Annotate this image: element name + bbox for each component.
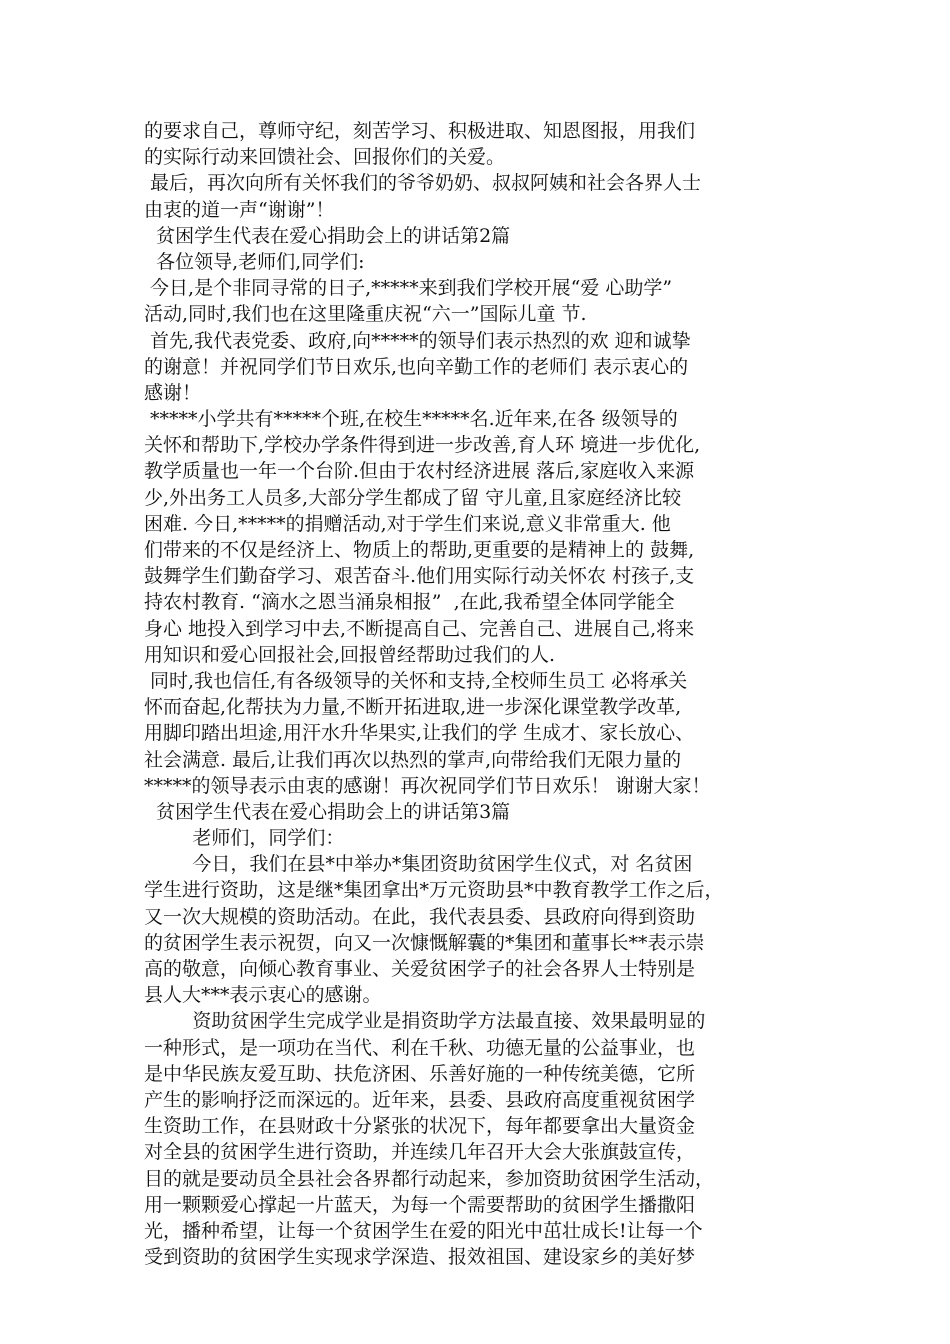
text-line: 关怀和帮助下,学校办学条件得到进一步改善,育人环 境进一步优化, [144, 434, 701, 457]
text-line: 教学质量也一年一个台阶.但由于农村经济进展 落后,家庭收入来源 [144, 460, 695, 483]
text-line: 困难. 今日,*****的捐赠活动,对于学生们来说,意义非常重大. 他 [144, 512, 671, 535]
text-line: 生资助工作，在县财政十分紧张的状况下，每年都要拿出大量资金 [144, 1115, 696, 1138]
text-line: 怀而奋起,化帮扶为力量,不断开拓进取,进一步深化课堂教学改革, [144, 696, 682, 719]
text-line: 对全县的贫困学生进行资助，并连续几年召开大会大张旗鼓宣传， [144, 1141, 696, 1164]
salutation: 各位领导,老师们,同学们: [144, 250, 365, 273]
section-heading: 贫困学生代表在爱心捐助会上的讲话第3篇 [144, 800, 511, 823]
text-line: 首先,我代表党委、政府,向*****的领导们表示热烈的欢 迎和诚挚 [144, 329, 691, 352]
text-line: 身心 地投入到学习中去,不断提高自己、完善自己、进展自己,将来 [144, 617, 695, 640]
text-line: 县人大***表示衷心的感谢。 [144, 984, 382, 1007]
text-line: 的实际行动来回馈社会、回报你们的关爱。 [144, 146, 506, 169]
text-line: 同时,我也信任,有各级领导的关怀和支持,全校师生员工 必将承关 [144, 669, 688, 692]
text-line: 最后，再次向所有关怀我们的爷爷奶奶、叔叔阿姨和社会各界人士 [144, 172, 702, 195]
text-line: 少,外出务工人员多,大部分学生都成了留 守儿童,且家庭经济比较 [144, 486, 682, 509]
text-line: 用脚印踏出坦途,用汗水升华果实,让我们的学 生成才、家长放心、 [144, 722, 695, 745]
text-line: 用知识和爱心回报社会,回报曾经帮助过我们的人. [144, 643, 556, 666]
text-line: 光，播种希望，让每一个贫困学生在爱的阳光中茁壮成长!让每一个 [144, 1219, 703, 1242]
text-line: 一种形式，是一项功在当代、利在千秋、功德无量的公益事业，也 [144, 1036, 696, 1059]
text-line: 们带来的不仅是经济上、物质上的帮助,更重要的是精神上的 鼓舞, [144, 539, 695, 561]
text-line: 今日，我们在县*中举办*集团资助贫困学生仪式，对 名贫困 [144, 853, 693, 876]
section-heading: 贫困学生代表在爱心捐助会上的讲话第2篇 [144, 224, 511, 247]
text-line: 活动,同时,我们也在这里隆重庆祝“六一”国际儿童 节. [144, 303, 587, 326]
text-line: 是中华民族友爱互助、扶危济困、乐善好施的一种传统美德，它所 [144, 1062, 696, 1085]
text-line: 受到资助的贫困学生实现求学深造、报效祖国、建设家乡的美好梦 [144, 1246, 696, 1269]
salutation: 老师们，同学们： [144, 827, 345, 850]
text-line: 社会满意. 最后,让我们再次以热烈的掌声,向带给我们无限力量的 [144, 748, 682, 771]
text-line: 资助贫困学生完成学业是捐资助学方法最直接、效果最明显的 [144, 1010, 706, 1033]
text-line: 高的敬意，向倾心教育事业、关爱贫困学子的社会各界人士特别是 [144, 958, 696, 980]
text-line: 学生进行资助，这是继*集团拿出*万元资助县*中教育教学工作之后， [144, 879, 724, 902]
text-line: *****的领导表示由衷的感谢！再次祝同学们节日欢乐！ 谢谢大家！ [144, 774, 711, 797]
text-line: 的贫困学生表示祝贺，向又一次慷慨解囊的*集团和董事长**表示崇 [144, 931, 705, 954]
text-line: *****小学共有*****个班,在校生*****名.近年来,在各 级领导的 [144, 408, 678, 431]
text-line: 鼓舞学生们勤奋学习、艰苦奋斗.他们用实际行动关怀农 村孩子,支 [144, 565, 695, 588]
text-line: 目的就是要动员全县社会各界都行动起来，参加资助贫困学生活动， [144, 1167, 715, 1190]
text-line: 的要求自己，尊师守纪，刻苦学习、积极进取、知恩图报，用我们 [144, 120, 696, 142]
text-line: 又一次大规模的资助活动。在此，我代表县委、县政府向得到资助 [144, 905, 696, 928]
text-line: 持农村教育. “滴水之恩当涌泉相报” ,在此,我希望全体同学能全 [144, 591, 675, 614]
text-line: 用一颗颗爱心撑起一片蓝天，为每一个需要帮助的贫困学生播撒阳 [144, 1193, 696, 1216]
document-body [144, 118, 814, 1270]
text-line: 今日,是个非同寻常的日子,*****来到我们学校开展“爱 心助学” [144, 277, 673, 300]
text-line: 由衷的道一声“谢谢”！ [144, 198, 335, 221]
text-line: 产生的影响抒泛而深远的。近年来，县委、县政府高度重视贫困学 [144, 1088, 696, 1111]
text-line: 感谢！ [144, 381, 202, 404]
text-line: 的谢意！并祝同学们节日欢乐,也向辛勤工作的老师们 表示衷心的 [144, 355, 689, 378]
